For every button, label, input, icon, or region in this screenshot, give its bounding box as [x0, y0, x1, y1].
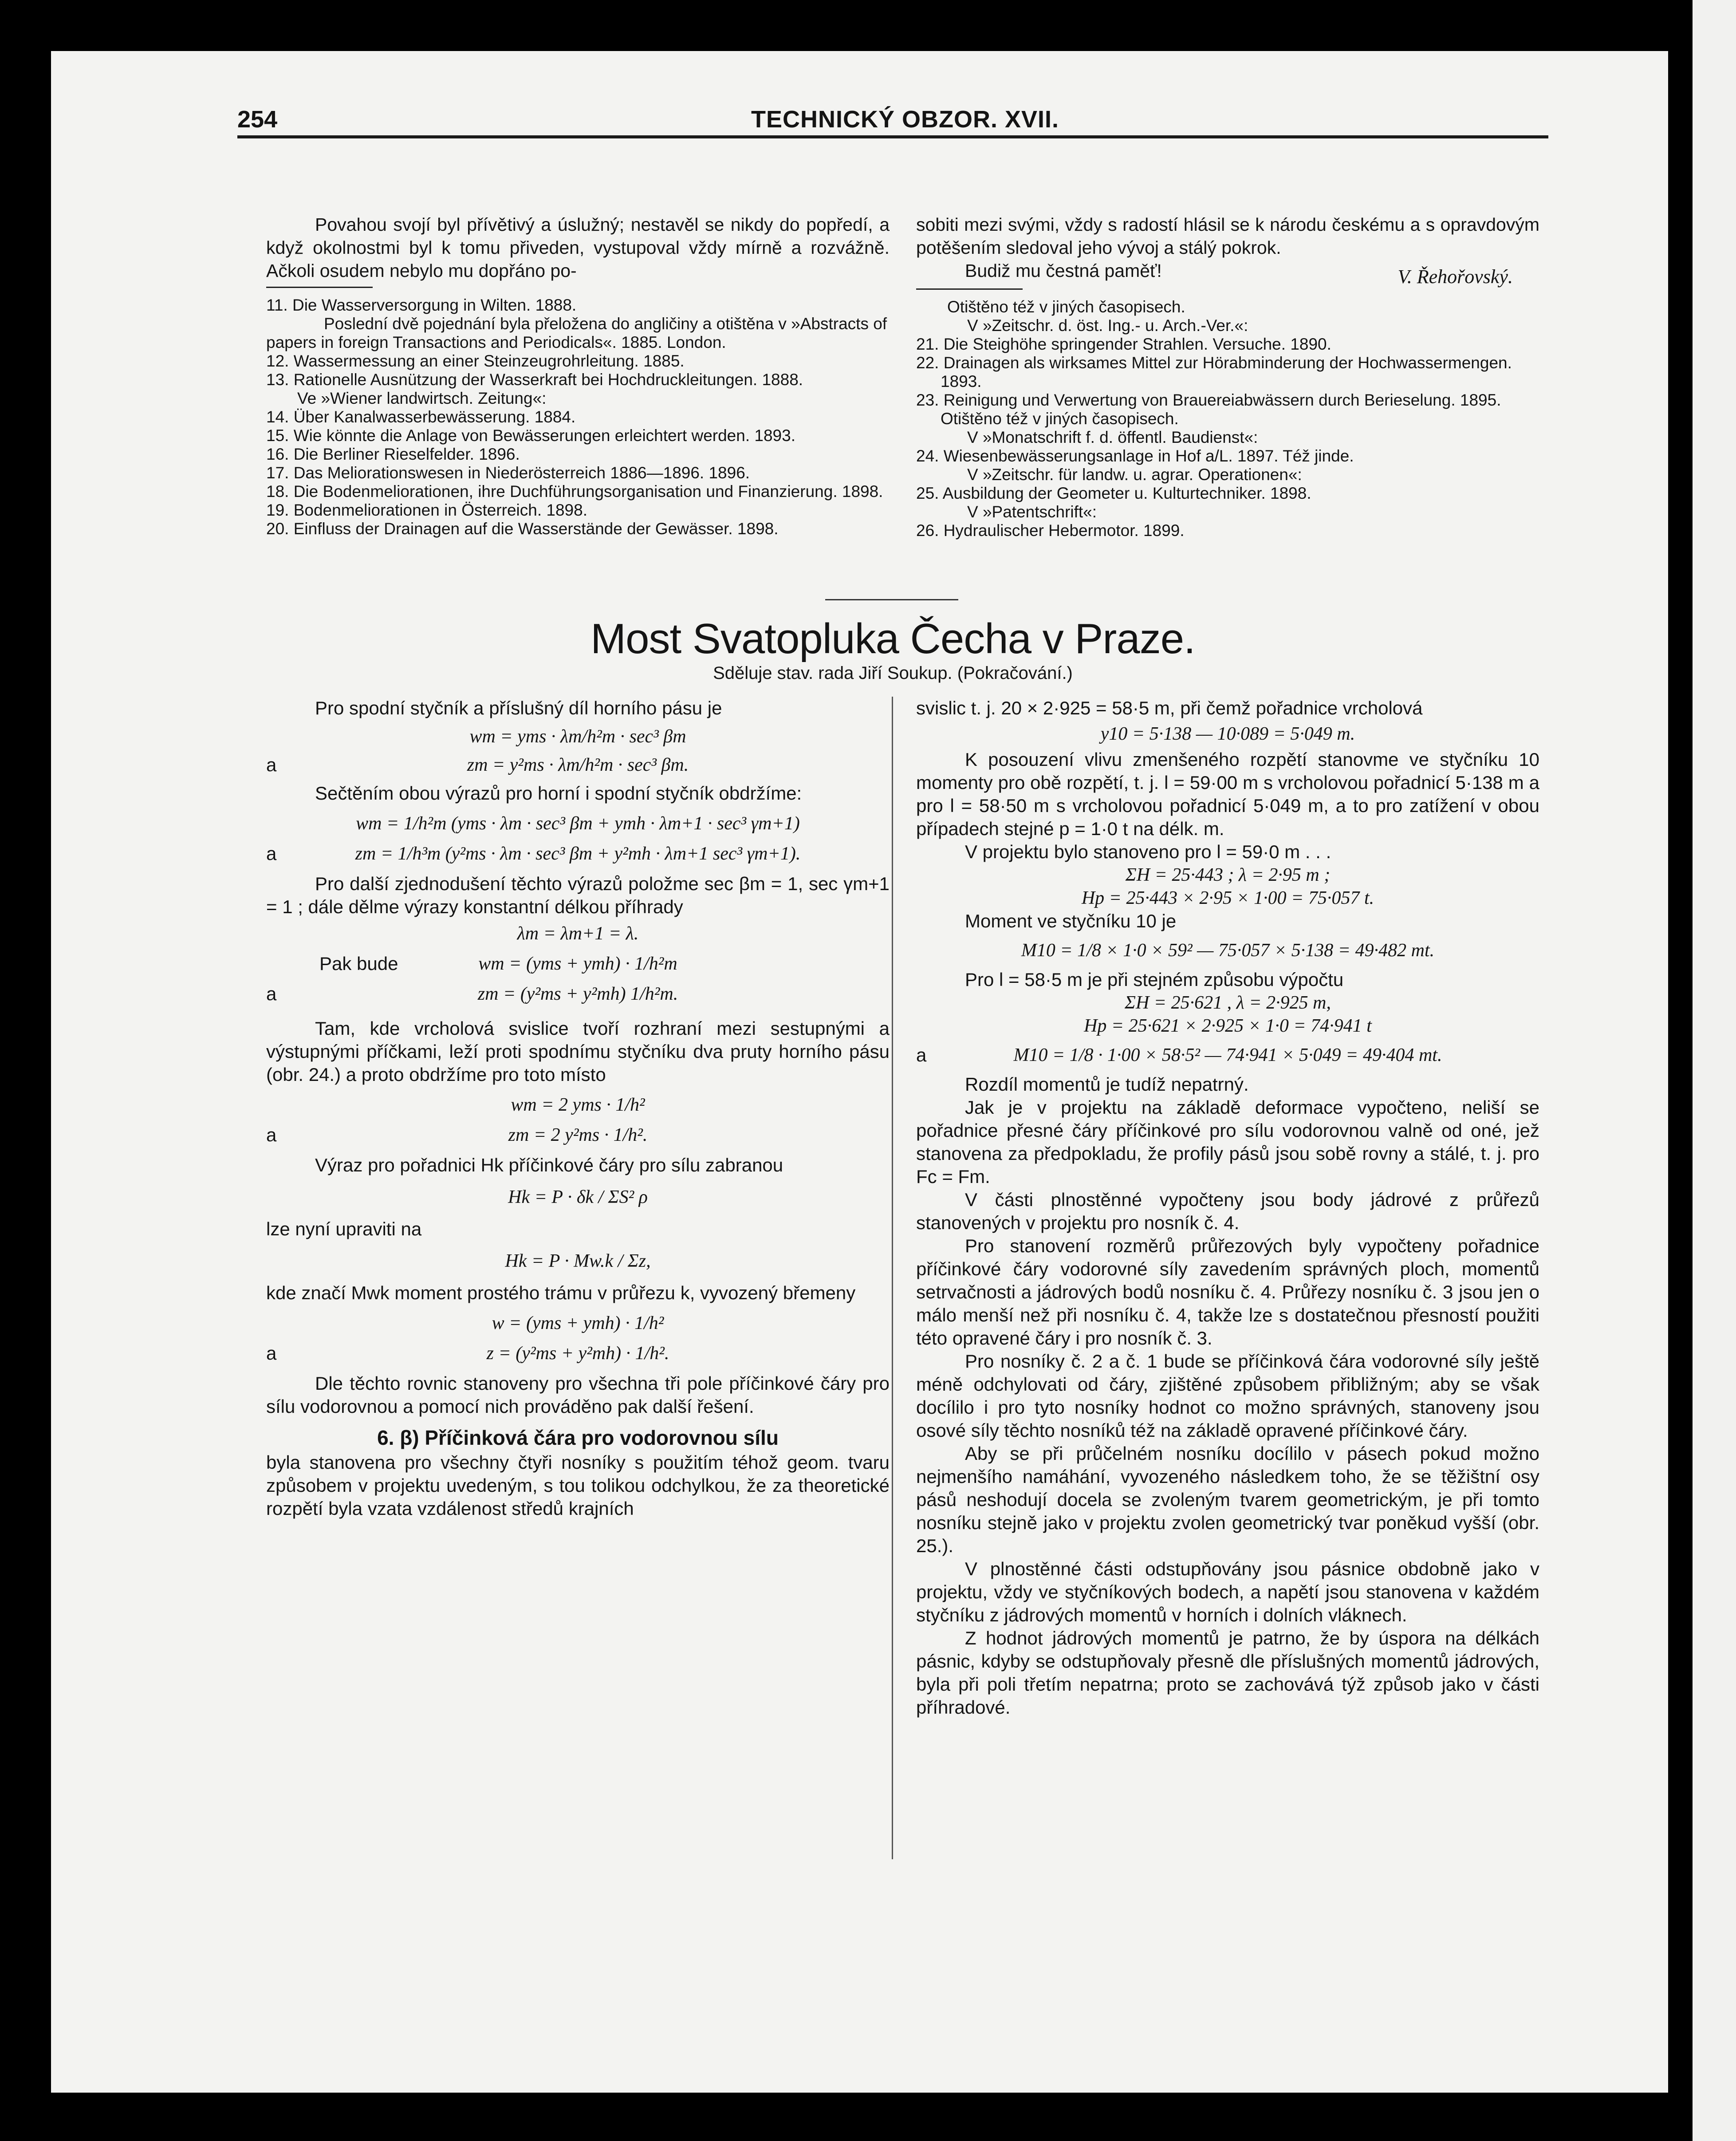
- reference-item: 19. Bodenmeliorationen in Österreich. 1898.: [266, 501, 587, 519]
- paragraph: Z hodnot jádrových momentů je patrno, že by úspora na délkách pásnic, kdyby se odstupňovaly přesně dle příslušných momentů jádrových, byla při poli třetím nepatrna; proto se zachovává týž způsob jako v části příhradové.: [916, 1628, 1539, 1718]
- equation: a z = (y²ms + y²mh) · 1/h².: [266, 1343, 669, 1364]
- left-main-column: [266, 697, 890, 1520]
- reference-item: 18. Die Bodenmeliorationen, ihre Duchführungsorganisation und Finanzierung. 1898.: [266, 482, 883, 501]
- left-top-column: [266, 213, 890, 538]
- reference-note: Poslední dvě pojednání byla přeložena do angličiny a otištěna v »Abstracts of papers in foreign Transactions and Periodicals«. 1885. London.: [266, 315, 887, 351]
- footnote-rule: [266, 287, 373, 288]
- reference-item: 20. Einfluss der Drainagen auf die Wasserstände der Gewässer. 1898.: [266, 520, 779, 538]
- paragraph: Pro nosníky č. 2 a č. 1 bude se příčinková čára vodorovné síly ještě méně odchylovati od čáry, zjištěné způsobem přibližným; aby se však docílilo i pro tyto nosníky hodnot co možno správných, stanoveny jsou osové síly těchto nosníků též na základě opravené příčinkové čáry.: [916, 1351, 1539, 1441]
- paragraph: V projektu bylo stanoveno pro l = 59·0 m . . .: [965, 841, 1331, 862]
- reference-item: 14. Über Kanalwasserbewässerung. 1884.: [266, 408, 576, 426]
- equation: Hp = 25·443 × 2·95 × 1·00 = 75·057 t.: [1081, 888, 1374, 908]
- paragraph: Sečtěním obou výrazů pro horní i spodní styčník obdržíme:: [315, 783, 802, 804]
- adjacent-page-edge: [1693, 0, 1736, 2141]
- right-main-column: [916, 697, 1539, 1719]
- header-rule: [237, 135, 1548, 138]
- reference-item: 13. Rationelle Ausnützung der Wasserkraft bei Hochdruckleitungen. 1888.: [266, 371, 803, 389]
- paragraph: svislic t. j. 20 × 2·925 = 58·5 m, při čemž pořadnice vrcholová: [916, 698, 1423, 718]
- article-byline: Sděluje stav. rada Jiří Soukup. (Pokračování.): [713, 663, 1073, 683]
- reference-item: 25. Ausbildung der Geometer u. Kulturtechniker. 1898.: [916, 484, 1311, 502]
- reference-note: Otištěno též v jiných časopisech.: [947, 298, 1185, 316]
- reference-source: Ve »Wiener landwirtsch. Zeitung«:: [297, 389, 547, 407]
- equation: ΣH = 25·621 , λ = 2·925 m,: [1125, 993, 1331, 1013]
- section-heading: 6. β) Příčinková čára pro vodorovnou sílu: [377, 1426, 779, 1449]
- equation: a zm = (y²ms + y²mh) 1/h²m.: [266, 983, 678, 1004]
- equation: a zm = 1/h³m (y²ms · λm · sec³ βm + y²mh · λm+1 sec³ γm+1).: [266, 843, 801, 864]
- paragraph: K posouzení vlivu zmenšeného rozpětí stanovme ve styčníku 10 momenty pro obě rozpětí, t. j. l = 59·00 m s vrcholovou pořadnicí 5·138 m a pro l = 58·50 m s vrcholovou pořadnicí 5·049 m, a to pro zatížení v obou případech stejné p = 1·0 t na délk. m.: [916, 749, 1539, 839]
- equation: wm = 2 yms · 1/h²: [511, 1095, 645, 1115]
- reference-item: 23. Reinigung und Verwertung von Brauereiabwässern durch Berieselung. 1895. Otištěno též v jiných časopisech.: [916, 391, 1501, 428]
- paragraph: Výraz pro pořadnici Hk příčinkové čáry pro sílu zabranou: [315, 1155, 783, 1175]
- reference-source: V »Zeitschr. d. öst. Ing.- u. Arch.-Ver.«:: [967, 316, 1248, 335]
- paragraph: Pro spodní styčník a příslušný díl horního pásu je: [315, 698, 722, 718]
- equation: λm = λm+1 = λ.: [517, 923, 639, 944]
- section-separator: [825, 599, 958, 600]
- equation: wm = yms · λm/h²m · sec³ βm: [469, 726, 686, 747]
- paragraph: kde značí Mwk moment prostého trámu v průřezu k, vyvozený břemeny: [266, 1282, 856, 1303]
- paragraph: Rozdíl momentů je tudíž nepatrný.: [965, 1074, 1249, 1095]
- signature: V. Řehořovský.: [1397, 266, 1513, 288]
- reference-source: V »Patentschrift«:: [967, 503, 1097, 521]
- paragraph: lze nyní upraviti na: [266, 1218, 422, 1239]
- equation: w = (yms + ymh) · 1/h²: [492, 1313, 664, 1333]
- paragraph: Pro l = 58·5 m je při stejném způsobu výpočtu: [965, 969, 1344, 990]
- paragraph: Dle těchto rovnic stanoveny pro všechna tři pole příčinkové čáry pro sílu vodorovnou a pomocí nich prováděno pak další řešení.: [266, 1373, 890, 1417]
- reference-source: V »Zeitschr. für landw. u. agrar. Operationen«:: [967, 465, 1302, 484]
- equation: Hk = P · Mw.k / Σz,: [505, 1251, 651, 1271]
- paragraph: Aby se při průčelném nosníku docílilo v pásech pokud možno nejmenšího namáhání, vyvozeného následkem toho, že se těžištní osy pásů neshodují docela se zvoleným tvarem geometrickým, je při tomto nosníku stejně jako v projektu zvolen geometrický tvar poněkud vyšší (obr. 25.).: [916, 1443, 1539, 1556]
- reference-item: 17. Das Meliorationswesen in Niederösterreich 1886—1896. 1896.: [266, 464, 750, 482]
- footnote-rule: [916, 288, 1023, 290]
- reference-item: 16. Die Berliner Rieselfelder. 1896.: [266, 445, 520, 463]
- obituary-paragraph: Povahou svojí byl přívětivý a úslužný; nestavěl se nikdy do popředí, a když okolnostmi byl k tomu přiveden, vystupoval vždy mírně a rozvážně. Ačkoli osudem nebylo mu dopřáno po-: [266, 214, 890, 281]
- paragraph: V části plnostěnné vypočteny jsou body jádrové z průřezů stanovených v projektu pro nosník č. 4.: [916, 1189, 1539, 1233]
- reference-item: 26. Hydraulischer Hebermotor. 1899.: [916, 521, 1185, 540]
- closing-line: Budiž mu čestná paměť!: [965, 260, 1162, 281]
- reference-item: 11. Die Wasserversorgung in Wilten. 1888.: [266, 296, 577, 314]
- paragraph: Pro další zjednodušení těchto výrazů položme sec βm = 1, sec γm+1 = 1 ; dále dělme výrazy konstantní délkou příhrady: [266, 873, 890, 917]
- reference-item: 22. Drainagen als wirksames Mittel zur Hörabminderung der Hochwassermengen. 1893.: [916, 354, 1512, 390]
- paragraph: V plnostěnné části odstupňovány jsou pásnice obdobně jako v projektu, vždy ve styčníkových bodech, a napětí jsou stanovena v každém styčníku z jádrových momentů v horních i dolních vláknech.: [916, 1558, 1539, 1625]
- paragraph: Pro stanovení rozměrů průřezových byly vypočteny pořadnice příčinkové čáry vodorovné síly zavedením správných ploch, momentů setrvačnosti a jádrových bodů nosníku č. 4. Průřezy nosníku č. 3 jsou jen o málo menší než při nosníku č. 4, takže lze s dostatečnou přesností použiti této opravené čáry i pro nosník č. 3.: [916, 1235, 1539, 1348]
- column-divider: [892, 697, 893, 1859]
- equation: y10 = 5·138 — 10·089 = 5·049 m.: [1100, 724, 1355, 744]
- equation: Hk = P · δk / ΣS² ρ: [508, 1187, 648, 1207]
- reference-source: V »Monatschrift f. d. öffentl. Baudienst«:: [967, 428, 1258, 446]
- obituary-paragraph-cont: sobiti mezi svými, vždy s radostí hlásil se k národu českému a s opravdovým potěšením sledoval jeho vývoj a stálý pokrok.: [916, 214, 1539, 258]
- paragraph: Moment ve styčníku 10 je: [965, 911, 1177, 931]
- page-number: 254: [237, 106, 278, 133]
- reference-item: 21. Die Steighöhe springender Strahlen. Versuche. 1890.: [916, 335, 1331, 353]
- equation: a zm = y²ms · λm/h²m · sec³ βm.: [266, 754, 689, 775]
- equation: Hp = 25·621 × 2·925 × 1·0 = 74·941 t: [1084, 1016, 1372, 1036]
- reference-item: 15. Wie könnte die Anlage von Bewässerungen erleichtert werden. 1893.: [266, 426, 795, 445]
- article-title: Most Svatopluka Čecha v Praze.: [590, 615, 1195, 662]
- paragraph: Jak je v projektu na základě deformace vypočteno, neliší se pořadnice přesné čáry příčinkové pro sílu vodorovnou valně od oné, jež stanovena za předpokladu, že profily pásů jsou sobě rovny a stálé, t. j. pro Fc = Fm.: [916, 1097, 1539, 1187]
- equation: a zm = 2 y²ms · 1/h².: [266, 1124, 648, 1145]
- right-top-column: [916, 213, 1539, 540]
- reference-item: 24. Wiesenbewässerungsanlage in Hof a/L. 1897. Též jinde.: [916, 447, 1354, 465]
- equation: ΣH = 25·443 ; λ = 2·95 m ;: [1125, 865, 1331, 885]
- paragraph: Tam, kde vrcholová svislice tvoří rozhraní mezi sestupnými a výstupnými příčkami, leží proti spodnímu styčníku dva pruty horního pásu (obr. 24.) a proto obdržíme pro toto místo: [266, 1018, 890, 1085]
- journal-title: TECHNICKÝ OBZOR. XVII.: [751, 106, 1059, 133]
- reference-item: 12. Wassermessung an einer Steinzeugrohrleitung. 1885.: [266, 352, 685, 370]
- paragraph: byla stanovena pro všechny čtyři nosníky s použitím téhož geom. tvaru způsobem v projektu uvedeným, s tou tolikou odchylkou, že za theoretické rozpětí byla vzata vzdálenost středů krajních: [266, 1452, 890, 1519]
- equation: Pak bude wm = (yms + ymh) · 1/h²m: [319, 953, 677, 974]
- equation: a M10 = 1/8 · 1·00 × 58·5² — 74·941 × 5·049 = 49·404 mt.: [916, 1045, 1442, 1065]
- equation: wm = 1/h²m (yms · λm · sec³ βm + ymh · λm+1 · sec³ γm+1): [356, 813, 800, 834]
- equation: M10 = 1/8 × 1·0 × 59² — 75·057 × 5·138 = 49·482 mt.: [1021, 940, 1435, 961]
